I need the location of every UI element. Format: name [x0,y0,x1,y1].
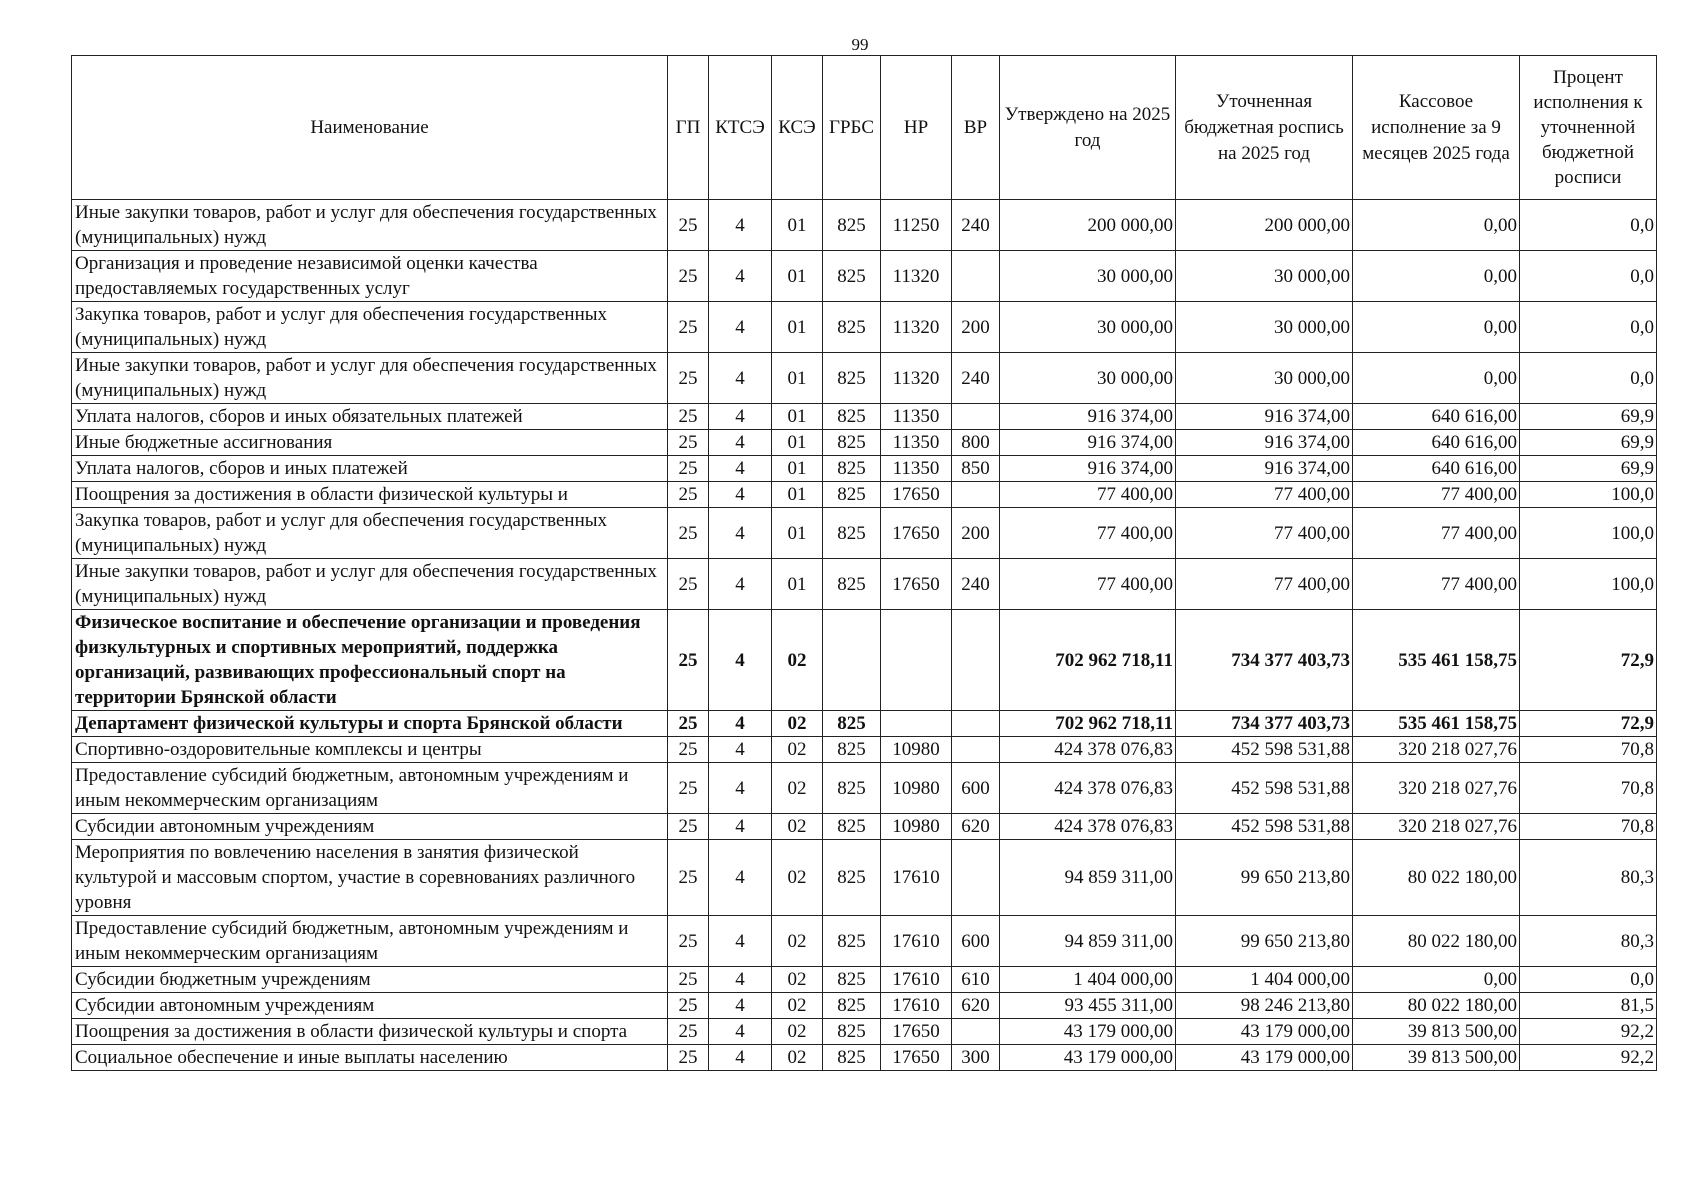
cell-approved: 916 374,00 [1000,430,1176,456]
table-row [72,610,1657,711]
cell-nr: 17650 [881,1019,952,1045]
cell-refined: 30 000,00 [1176,353,1353,404]
cell-name: Департамент физической культуры и спорта Брянской области [72,711,668,737]
cell-vr [952,251,1000,302]
cell-approved: 30 000,00 [1000,251,1176,302]
cell-percent: 0,0 [1520,967,1657,993]
cell-kse: 01 [772,456,823,482]
cell-percent: 0,0 [1520,251,1657,302]
cell-vr: 200 [952,508,1000,559]
header-nr: НР [881,56,952,200]
cell-grbs: 825 [823,1019,881,1045]
cell-ktse: 4 [709,200,772,251]
cell-gp: 25 [668,967,709,993]
cell-grbs: 825 [823,763,881,814]
cell-ktse: 4 [709,353,772,404]
cell-nr: 10980 [881,814,952,840]
cell-cash: 77 400,00 [1353,482,1520,508]
cell-approved: 94 859 311,00 [1000,840,1176,916]
table-row [72,200,1657,251]
cell-vr [952,482,1000,508]
cell-nr: 11350 [881,404,952,430]
header-vr: ВР [952,56,1000,200]
table-row [72,1019,1657,1045]
cell-name: Поощрения за достижения в области физической культуры и спорта [72,1019,668,1045]
cell-ktse: 4 [709,916,772,967]
cell-percent: 69,9 [1520,430,1657,456]
cell-nr: 11320 [881,353,952,404]
cell-ktse: 4 [709,737,772,763]
table-row [72,430,1657,456]
cell-cash: 535 461 158,75 [1353,711,1520,737]
cell-grbs: 825 [823,840,881,916]
cell-gp: 25 [668,610,709,711]
cell-name: Организация и проведение независимой оценки качества предоставляемых государственных услуг [72,251,668,302]
cell-name: Предоставление субсидий бюджетным, автономным учреждениям и иным некоммерческим организациям [72,916,668,967]
cell-name: Иные закупки товаров, работ и услуг для обеспечения государственных (муниципальных) нужд [72,559,668,610]
cell-kse: 01 [772,353,823,404]
header-gp: ГП [668,56,709,200]
cell-grbs: 825 [823,302,881,353]
table-row [72,353,1657,404]
cell-kse: 01 [772,302,823,353]
cell-kse: 02 [772,737,823,763]
cell-name: Предоставление субсидий бюджетным, автономным учреждениям и иным некоммерческим организациям [72,763,668,814]
cell-kse: 01 [772,559,823,610]
cell-percent: 0,0 [1520,353,1657,404]
cell-gp: 25 [668,251,709,302]
cell-grbs [823,610,881,711]
cell-cash: 320 218 027,76 [1353,814,1520,840]
cell-percent: 80,3 [1520,840,1657,916]
cell-ktse: 4 [709,840,772,916]
cell-refined: 98 246 213,80 [1176,993,1353,1019]
cell-approved: 77 400,00 [1000,508,1176,559]
cell-approved: 77 400,00 [1000,482,1176,508]
cell-nr: 17650 [881,482,952,508]
cell-gp: 25 [668,711,709,737]
cell-cash: 77 400,00 [1353,559,1520,610]
cell-refined: 77 400,00 [1176,508,1353,559]
cell-percent: 70,8 [1520,763,1657,814]
cell-nr [881,711,952,737]
cell-vr [952,840,1000,916]
cell-refined: 916 374,00 [1176,430,1353,456]
cell-vr [952,711,1000,737]
cell-percent: 69,9 [1520,404,1657,430]
cell-ktse: 4 [709,763,772,814]
table-row [72,251,1657,302]
cell-grbs: 825 [823,430,881,456]
cell-cash: 77 400,00 [1353,508,1520,559]
cell-refined: 30 000,00 [1176,302,1353,353]
cell-vr [952,737,1000,763]
cell-nr: 17650 [881,559,952,610]
cell-refined: 43 179 000,00 [1176,1045,1353,1071]
cell-nr [881,610,952,711]
cell-kse: 01 [772,430,823,456]
table-row [72,302,1657,353]
header-cash: Кассовое исполнение за 9 месяцев 2025 года [1353,56,1520,200]
cell-refined: 99 650 213,80 [1176,916,1353,967]
cell-approved: 30 000,00 [1000,353,1176,404]
cell-approved: 93 455 311,00 [1000,993,1176,1019]
cell-refined: 1 404 000,00 [1176,967,1353,993]
table-row [72,456,1657,482]
cell-nr: 11350 [881,456,952,482]
cell-grbs: 825 [823,559,881,610]
cell-gp: 25 [668,1045,709,1071]
cell-nr: 11320 [881,251,952,302]
cell-approved: 916 374,00 [1000,404,1176,430]
cell-approved: 77 400,00 [1000,559,1176,610]
cell-vr: 300 [952,1045,1000,1071]
page-number: 99 [851,35,869,54]
cell-vr: 600 [952,763,1000,814]
cell-kse: 02 [772,967,823,993]
cell-vr: 800 [952,430,1000,456]
cell-kse: 02 [772,1045,823,1071]
cell-cash: 320 218 027,76 [1353,737,1520,763]
cell-ktse: 4 [709,993,772,1019]
cell-gp: 25 [668,763,709,814]
cell-cash: 0,00 [1353,967,1520,993]
cell-kse: 02 [772,1019,823,1045]
cell-cash: 80 022 180,00 [1353,916,1520,967]
cell-kse: 01 [772,200,823,251]
cell-ktse: 4 [709,967,772,993]
table-row [72,482,1657,508]
cell-name: Мероприятия по вовлечению населения в занятия физической культурой и массовым спортом, участие в соревнованиях различного уровня [72,840,668,916]
cell-percent: 92,2 [1520,1045,1657,1071]
cell-percent: 80,3 [1520,916,1657,967]
table-row [72,814,1657,840]
cell-kse: 01 [772,508,823,559]
cell-name: Иные закупки товаров, работ и услуг для обеспечения государственных (муниципальных) нужд [72,200,668,251]
cell-vr: 240 [952,353,1000,404]
cell-gp: 25 [668,737,709,763]
cell-approved: 424 378 076,83 [1000,763,1176,814]
cell-nr: 17650 [881,508,952,559]
cell-ktse: 4 [709,508,772,559]
cell-percent: 92,2 [1520,1019,1657,1045]
cell-vr: 620 [952,814,1000,840]
cell-kse: 02 [772,711,823,737]
cell-cash: 39 813 500,00 [1353,1019,1520,1045]
cell-approved: 702 962 718,11 [1000,610,1176,711]
cell-approved: 43 179 000,00 [1000,1019,1176,1045]
cell-percent: 81,5 [1520,993,1657,1019]
cell-ktse: 4 [709,302,772,353]
budget-table [71,55,1657,1071]
table-header-row [72,56,1657,200]
cell-grbs: 825 [823,251,881,302]
cell-vr: 240 [952,200,1000,251]
cell-grbs: 825 [823,456,881,482]
cell-name: Иные закупки товаров, работ и услуг для обеспечения государственных (муниципальных) нужд [72,353,668,404]
cell-ktse: 4 [709,404,772,430]
cell-ktse: 4 [709,430,772,456]
cell-cash: 0,00 [1353,251,1520,302]
header-percent: Процент исполнения к уточненной бюджетной росписи [1520,56,1657,200]
header-refined: Уточненная бюджетная роспись на 2025 год [1176,56,1353,200]
table-body [72,200,1657,1071]
table-row [72,711,1657,737]
cell-approved: 1 404 000,00 [1000,967,1176,993]
cell-grbs: 825 [823,711,881,737]
cell-gp: 25 [668,302,709,353]
cell-ktse: 4 [709,251,772,302]
cell-cash: 640 616,00 [1353,404,1520,430]
cell-grbs: 825 [823,508,881,559]
cell-name: Физическое воспитание и обеспечение организации и проведения физкультурных и спортивных мероприятий, поддержка организаций, развивающих профессиональный спорт на территории Брянской области [72,610,668,711]
header-kse: КСЭ [772,56,823,200]
cell-ktse: 4 [709,559,772,610]
cell-vr [952,404,1000,430]
cell-gp: 25 [668,840,709,916]
cell-nr: 11320 [881,302,952,353]
cell-cash: 80 022 180,00 [1353,840,1520,916]
table-row [72,1045,1657,1071]
cell-approved: 424 378 076,83 [1000,737,1176,763]
cell-kse: 02 [772,916,823,967]
cell-approved: 94 859 311,00 [1000,916,1176,967]
cell-kse: 02 [772,840,823,916]
cell-cash: 80 022 180,00 [1353,993,1520,1019]
cell-gp: 25 [668,508,709,559]
cell-grbs: 825 [823,1045,881,1071]
cell-percent: 0,0 [1520,200,1657,251]
table-row [72,840,1657,916]
cell-refined: 43 179 000,00 [1176,1019,1353,1045]
cell-gp: 25 [668,814,709,840]
table-row [72,916,1657,967]
cell-nr: 17650 [881,1045,952,1071]
cell-grbs: 825 [823,967,881,993]
cell-ktse: 4 [709,456,772,482]
cell-percent: 100,0 [1520,482,1657,508]
cell-percent: 70,8 [1520,814,1657,840]
cell-approved: 424 378 076,83 [1000,814,1176,840]
cell-name: Социальное обеспечение и иные выплаты населению [72,1045,668,1071]
cell-gp: 25 [668,916,709,967]
header-grbs: ГРБС [823,56,881,200]
cell-grbs: 825 [823,993,881,1019]
cell-name: Закупка товаров, работ и услуг для обеспечения государственных (муниципальных) нужд [72,302,668,353]
cell-grbs: 825 [823,482,881,508]
cell-refined: 77 400,00 [1176,482,1353,508]
cell-cash: 0,00 [1353,302,1520,353]
cell-percent: 72,9 [1520,711,1657,737]
cell-refined: 916 374,00 [1176,456,1353,482]
cell-name: Субсидии автономным учреждениям [72,993,668,1019]
cell-ktse: 4 [709,1045,772,1071]
cell-refined: 200 000,00 [1176,200,1353,251]
header-ktse: КТСЭ [709,56,772,200]
cell-nr: 17610 [881,967,952,993]
cell-nr: 17610 [881,916,952,967]
header-name: Наименование [72,56,668,200]
cell-name: Уплата налогов, сборов и иных платежей [72,456,668,482]
cell-percent: 100,0 [1520,559,1657,610]
cell-nr: 10980 [881,763,952,814]
cell-refined: 452 598 531,88 [1176,814,1353,840]
cell-nr: 17610 [881,840,952,916]
cell-percent: 70,8 [1520,737,1657,763]
cell-vr: 620 [952,993,1000,1019]
cell-name: Субсидии автономным учреждениям [72,814,668,840]
cell-ktse: 4 [709,482,772,508]
cell-refined: 452 598 531,88 [1176,763,1353,814]
cell-vr [952,1019,1000,1045]
cell-approved: 916 374,00 [1000,456,1176,482]
cell-grbs: 825 [823,737,881,763]
cell-ktse: 4 [709,610,772,711]
cell-kse: 01 [772,404,823,430]
cell-name: Субсидии бюджетным учреждениям [72,967,668,993]
table-row [72,763,1657,814]
table-row [72,508,1657,559]
cell-vr: 240 [952,559,1000,610]
cell-vr [952,610,1000,711]
cell-gp: 25 [668,404,709,430]
cell-vr: 610 [952,967,1000,993]
cell-percent: 0,0 [1520,302,1657,353]
cell-cash: 535 461 158,75 [1353,610,1520,711]
cell-percent: 72,9 [1520,610,1657,711]
cell-refined: 77 400,00 [1176,559,1353,610]
cell-gp: 25 [668,200,709,251]
cell-vr: 850 [952,456,1000,482]
cell-gp: 25 [668,1019,709,1045]
cell-name: Закупка товаров, работ и услуг для обеспечения государственных (муниципальных) нужд [72,508,668,559]
cell-refined: 30 000,00 [1176,251,1353,302]
cell-approved: 30 000,00 [1000,302,1176,353]
cell-refined: 452 598 531,88 [1176,737,1353,763]
cell-grbs: 825 [823,916,881,967]
cell-grbs: 825 [823,353,881,404]
cell-nr: 17610 [881,993,952,1019]
table-row [72,993,1657,1019]
cell-cash: 0,00 [1353,200,1520,251]
cell-vr: 200 [952,302,1000,353]
cell-gp: 25 [668,456,709,482]
header-approved: Утверждено на 2025 год [1000,56,1176,200]
cell-kse: 02 [772,610,823,711]
cell-name: Уплата налогов, сборов и иных обязательных платежей [72,404,668,430]
cell-approved: 43 179 000,00 [1000,1045,1176,1071]
cell-gp: 25 [668,559,709,610]
cell-approved: 702 962 718,11 [1000,711,1176,737]
cell-approved: 200 000,00 [1000,200,1176,251]
cell-kse: 02 [772,993,823,1019]
cell-ktse: 4 [709,1019,772,1045]
cell-nr: 11250 [881,200,952,251]
cell-kse: 02 [772,814,823,840]
cell-kse: 01 [772,251,823,302]
cell-refined: 734 377 403,73 [1176,610,1353,711]
cell-grbs: 825 [823,814,881,840]
cell-grbs: 825 [823,404,881,430]
cell-refined: 916 374,00 [1176,404,1353,430]
cell-grbs: 825 [823,200,881,251]
cell-cash: 640 616,00 [1353,456,1520,482]
cell-vr: 600 [952,916,1000,967]
cell-cash: 640 616,00 [1353,430,1520,456]
table-row [72,737,1657,763]
table-row [72,559,1657,610]
cell-refined: 734 377 403,73 [1176,711,1353,737]
cell-gp: 25 [668,430,709,456]
cell-nr: 10980 [881,737,952,763]
cell-name: Поощрения за достижения в области физической культуры и [72,482,668,508]
table-row [72,404,1657,430]
cell-percent: 100,0 [1520,508,1657,559]
cell-refined: 99 650 213,80 [1176,840,1353,916]
cell-kse: 02 [772,763,823,814]
cell-name: Иные бюджетные ассигнования [72,430,668,456]
cell-cash: 0,00 [1353,353,1520,404]
cell-cash: 39 813 500,00 [1353,1045,1520,1071]
cell-gp: 25 [668,353,709,404]
table-row [72,967,1657,993]
cell-gp: 25 [668,482,709,508]
cell-gp: 25 [668,993,709,1019]
cell-percent: 69,9 [1520,456,1657,482]
cell-ktse: 4 [709,814,772,840]
cell-kse: 01 [772,482,823,508]
cell-name: Спортивно-оздоровительные комплексы и центры [72,737,668,763]
cell-nr: 11350 [881,430,952,456]
cell-ktse: 4 [709,711,772,737]
cell-cash: 320 218 027,76 [1353,763,1520,814]
